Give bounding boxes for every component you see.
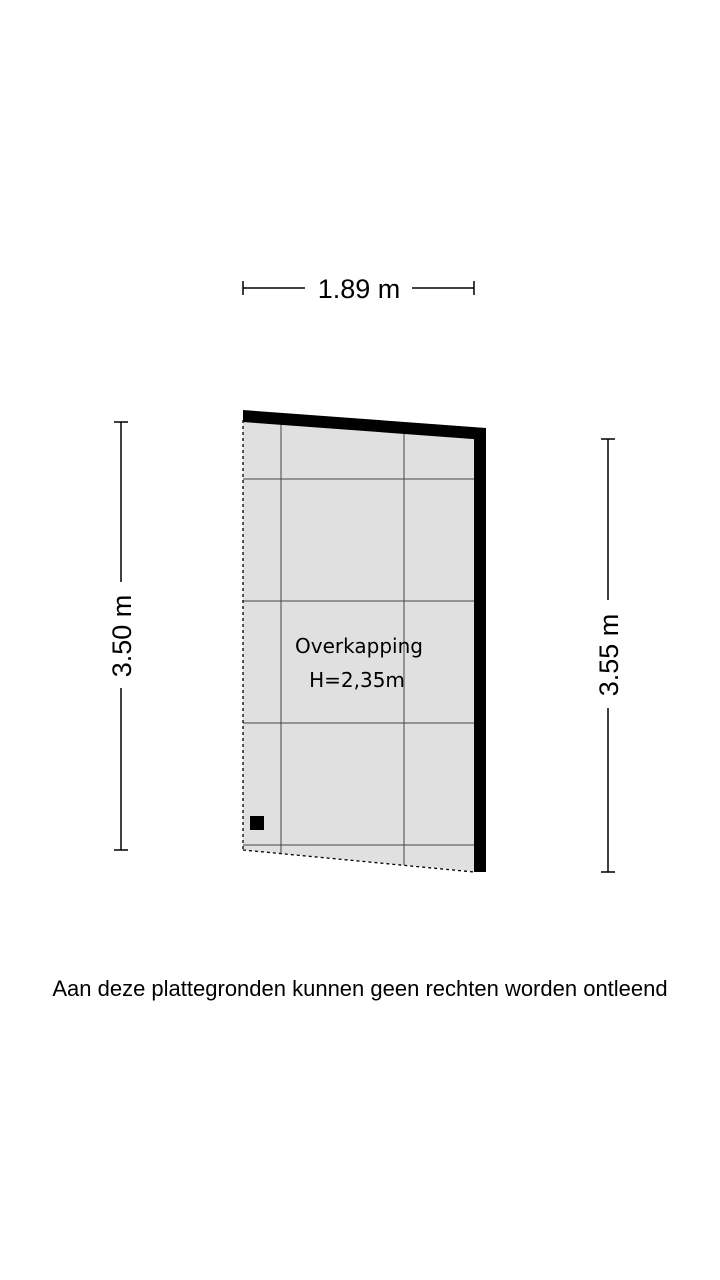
- room-name-label: Overkapping: [295, 634, 423, 658]
- room-overkapping: [243, 410, 486, 872]
- left-dimension-label: 3.50 m: [107, 594, 137, 678]
- right-dimension: [594, 439, 624, 872]
- disclaimer-text: Aan deze plattegronden kunnen geen rechten worden ontleend: [52, 976, 668, 1001]
- top-dimension-label: 1.89 m: [317, 274, 401, 304]
- column-marker: [250, 816, 264, 830]
- left-dimension: [107, 422, 137, 850]
- room-height-label: H=2,35m: [309, 668, 405, 692]
- right-dimension-label: 3.55 m: [594, 613, 624, 697]
- top-dimension: [243, 274, 474, 304]
- wall-right: [474, 428, 486, 872]
